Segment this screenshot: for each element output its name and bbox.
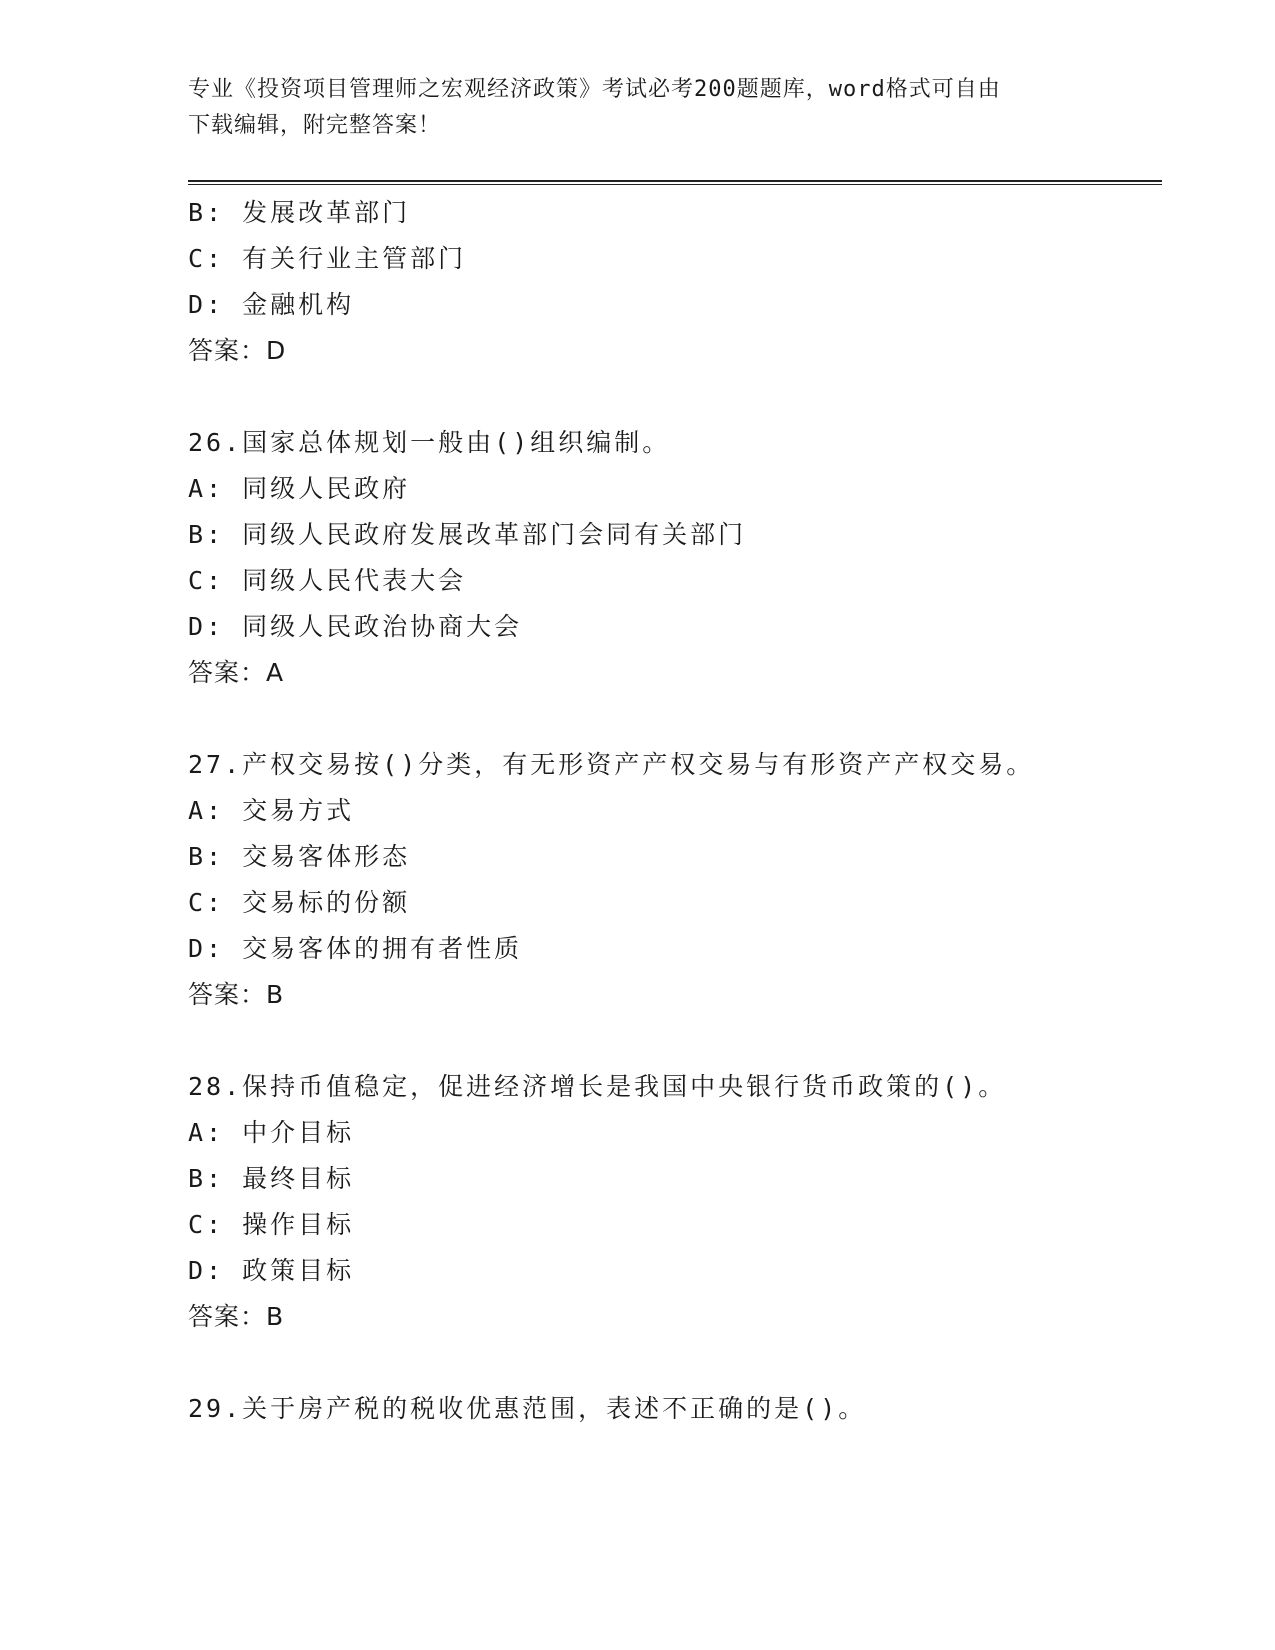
- header-divider: [188, 180, 1162, 185]
- option-b: B: 发展改革部门: [188, 198, 411, 227]
- question-block-27: [188, 742, 1162, 1018]
- question-block-26: [188, 420, 1162, 696]
- option-a: A: 同级人民政府: [188, 474, 411, 503]
- option-c: C: 同级人民代表大会: [188, 566, 467, 595]
- answer-line: 答案：D: [188, 336, 287, 365]
- option-d: D: 交易客体的拥有者性质: [188, 934, 523, 963]
- answer-line: 答案：B: [188, 1302, 285, 1331]
- option-d: D: 金融机构: [188, 290, 355, 319]
- question-text: 29.关于房产税的税收优惠范围，表述不正确的是()。: [188, 1394, 867, 1423]
- question-list: [188, 190, 1162, 1432]
- question-block-25: [188, 190, 1162, 374]
- header-line-1: 专业《投资项目管理师之宏观经济政策》考试必考200题题库，word格式可自由: [188, 77, 1001, 102]
- question-text: 28.保持币值稳定，促进经济增长是我国中央银行货币政策的()。: [188, 1072, 1007, 1101]
- question-text: 27.产权交易按()分类，有无形资产产权交易与有形资产产权交易。: [188, 750, 1035, 779]
- question-text: 26.国家总体规划一般由()组织编制。: [188, 428, 671, 457]
- header-line-2: 下载编辑，附完整答案！: [188, 113, 442, 138]
- option-c: C: 操作目标: [188, 1210, 355, 1239]
- option-b: B: 最终目标: [188, 1164, 355, 1193]
- option-d: D: 政策目标: [188, 1256, 355, 1285]
- answer-line: 答案：A: [188, 658, 285, 687]
- option-c: C: 有关行业主管部门: [188, 244, 467, 273]
- document-header: [188, 72, 1088, 144]
- question-block-29: [188, 1386, 1162, 1432]
- answer-line: 答案：B: [188, 980, 285, 1009]
- option-a: A: 中介目标: [188, 1118, 355, 1147]
- option-b: B: 同级人民政府发展改革部门会同有关部门: [188, 520, 747, 549]
- option-a: A: 交易方式: [188, 796, 355, 825]
- option-c: C: 交易标的份额: [188, 888, 411, 917]
- option-b: B: 交易客体形态: [188, 842, 411, 871]
- question-block-28: [188, 1064, 1162, 1340]
- option-d: D: 同级人民政治协商大会: [188, 612, 523, 641]
